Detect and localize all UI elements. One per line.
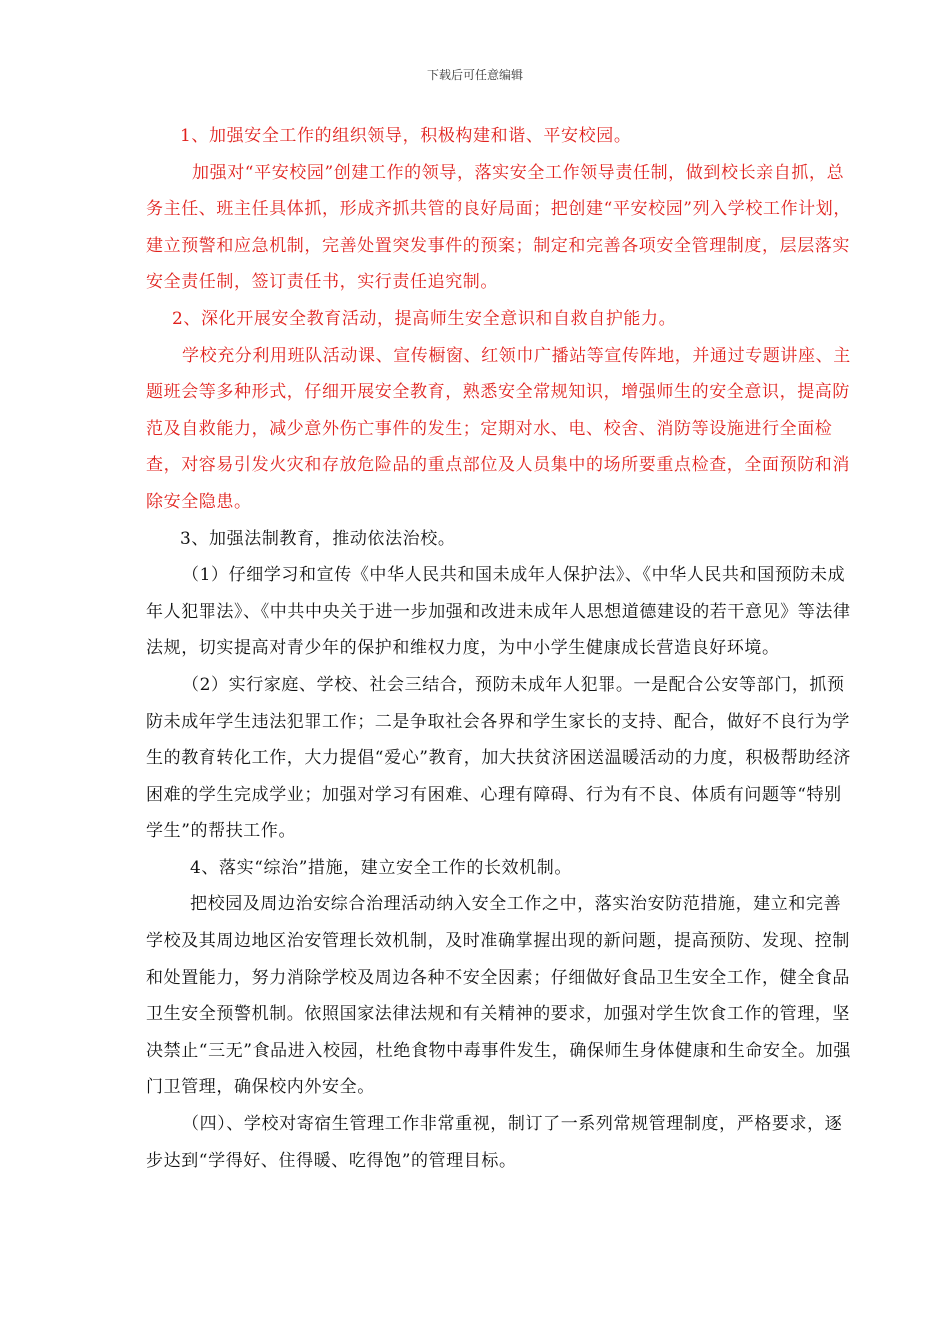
page-header: 下载后可任意编辑 bbox=[426, 68, 523, 82]
section-1-heading: 1、加强安全工作的组织领导，积极构建和谐、平安校园。 bbox=[180, 126, 632, 146]
document-body bbox=[146, 118, 858, 1179]
section-4-heading: 4、落实“综治”措施，建立安全工作的长效机制。 bbox=[190, 857, 572, 878]
section-3-item-2: （2）实行家庭、学校、社会三结合，预防未成年人犯罪。一是配合公安等部门，抓预防未成年学生违法犯罪工作；二是争取社会各界和学生家长的支持、配合，做好不良行为学生的教育转化工作，大力提倡“爱心”教育，加大扶贫济困送温暖活动的力度，积极帮助经济困难的学生完成学业；加强对学习有困难、心理有障碍、行为有不良、体质有问题等“特别学生”的帮扶工作。 bbox=[146, 674, 851, 842]
section-3-item-1: （1）仔细学习和宣传《中华人民共和国未成年人保护法》、《中华人民共和国预防未成年人犯罪法》、《中共中央关于进一步加强和改进未成年人思想道德建设的若干意见》等法律法规，切实提高对青少年的保护和维权力度，为中小学生健康成长营造良好环境。 bbox=[146, 565, 851, 659]
section-5-paragraph: （四）、学校对寄宿生管理工作非常重视，制订了一系列常规管理制度，严格要求，逐步达到“学得好、住得暖、吃得饱”的管理目标。 bbox=[146, 1114, 843, 1171]
section-1-paragraph: 加强对“平安校园”创建工作的领导，落实安全工作领导责任制，做到校长亲自抓，总务主任、班主任具体抓，形成齐抓共管的良好局面；把创建“平安校园”列入学校工作计划，建立预警和应急机制，完善处置突发事件的预案；制定和完善各项安全管理制度，层层落实安全责任制，签订责任书，实行责任追究制。 bbox=[146, 162, 851, 293]
section-3-heading: 3、加强法制教育，推动依法治校。 bbox=[180, 528, 456, 549]
section-2-heading: 2、深化开展安全教育活动，提高师生安全意识和自救自护能力。 bbox=[172, 308, 677, 329]
section-4-paragraph: 把校园及周边治安综合治理活动纳入安全工作之中，落实治安防范措施，建立和完善学校及其周边地区治安管理长效机制，及时准确掌握出现的新问题，提高预防、发现、控制和处置能力，努力消除学校及周边各种不安全因素；仔细做好食品卫生安全工作，健全食品卫生安全预警机制。依照国家法律法规和有关精神的要求，加强对学生饮食工作的管理，坚决禁止“三无”食品进入校园，杜绝食物中毒事件发生，确保师生身体健康和生命安全。加强门卫管理，确保校内外安全。 bbox=[146, 894, 851, 1098]
section-2-paragraph: 学校充分利用班队活动课、宣传橱窗、红领巾广播站等宣传阵地，并通过专题讲座、主题班会等多种形式，仔细开展安全教育，熟悉安全常规知识，增强师生的安全意识，提高防范及自救能力，减少意外伤亡事件的发生；定期对水、电、校舍、消防等设施进行全面检查，对容易引发火灾和存放危险品的重点部位及人员集中的场所要重点检查，全面预防和消除安全隐患。 bbox=[146, 345, 851, 512]
